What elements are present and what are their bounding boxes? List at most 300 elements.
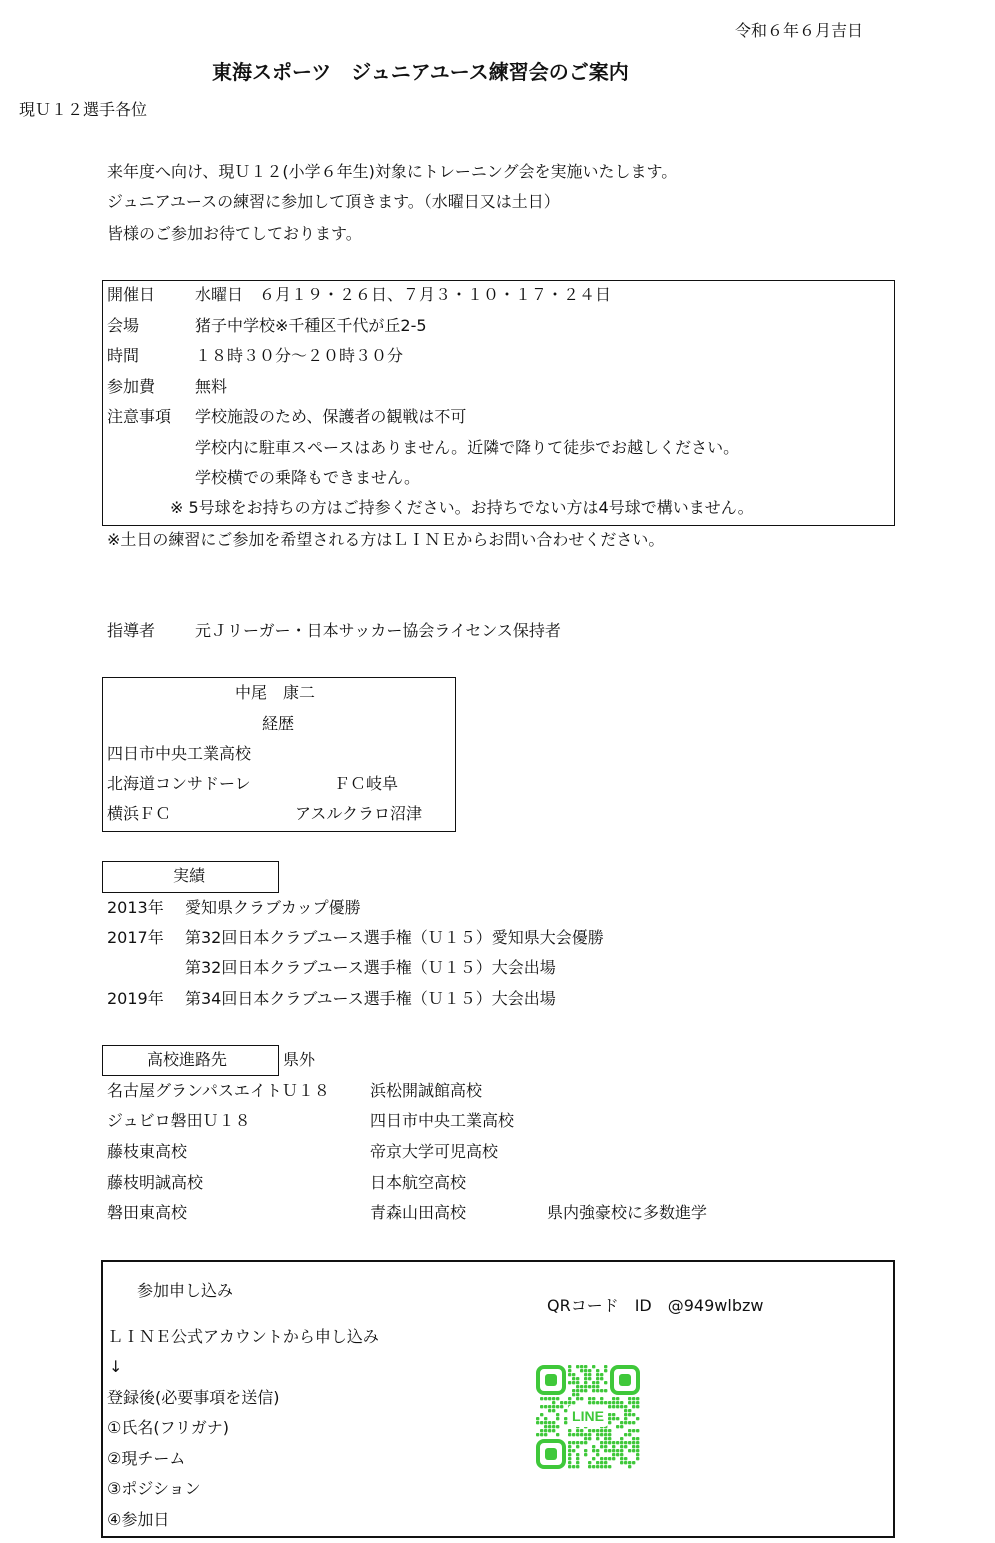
qr-module <box>580 1429 583 1432</box>
qr-module <box>584 1389 587 1392</box>
qr-module <box>596 1373 599 1376</box>
qr-module <box>572 1449 575 1452</box>
qr-module <box>612 1453 615 1456</box>
qr-module <box>568 1401 571 1404</box>
qr-module <box>632 1441 635 1444</box>
qr-module <box>624 1461 627 1464</box>
qr-module <box>612 1449 615 1452</box>
qr-module <box>636 1453 639 1456</box>
qr-module <box>624 1433 627 1436</box>
qr-module <box>632 1401 635 1404</box>
qr-module <box>604 1433 607 1436</box>
qr-module <box>588 1401 591 1404</box>
qr-module <box>596 1389 599 1392</box>
school-item: 青森山田高校 <box>370 1203 467 1222</box>
qr-module <box>604 1369 607 1372</box>
qr-module <box>608 1437 611 1440</box>
qr-module <box>624 1457 627 1460</box>
school-item: 日本航空高校 <box>370 1173 467 1192</box>
qr-module <box>600 1377 603 1380</box>
qr-module <box>600 1445 603 1448</box>
qr-module <box>596 1381 599 1384</box>
qr-module <box>604 1401 607 1404</box>
qr-module <box>552 1397 555 1400</box>
qr-module <box>584 1441 587 1444</box>
qr-module <box>540 1433 543 1436</box>
qr-module <box>588 1433 591 1436</box>
qr-module <box>620 1437 623 1440</box>
career-item: 横浜ＦＣ <box>107 804 172 823</box>
qr-module <box>556 1413 559 1416</box>
qr-module <box>548 1397 551 1400</box>
qr-module <box>548 1405 551 1408</box>
qr-module <box>596 1433 599 1436</box>
qr-module <box>588 1465 591 1468</box>
qr-module <box>580 1385 583 1388</box>
qr-module <box>552 1409 555 1412</box>
qr-module <box>620 1425 623 1428</box>
apply-line: 登録後(必要事項を送信) <box>107 1388 280 1407</box>
qr-module <box>572 1389 575 1392</box>
achievement-text: 第32回日本クラブユース選手権（Ｕ１５）愛知県大会優勝 <box>185 928 604 947</box>
qr-module <box>564 1409 567 1412</box>
apply-title: 参加申し込み <box>137 1281 234 1300</box>
qr-module <box>588 1437 591 1440</box>
issue-date: 令和６年６月吉日 <box>735 21 864 40</box>
qr-module <box>596 1369 599 1372</box>
qr-module <box>620 1441 623 1444</box>
qr-module <box>572 1433 575 1436</box>
fee-value: 無料 <box>195 377 228 396</box>
qr-module <box>544 1425 547 1428</box>
qr-module <box>572 1393 575 1396</box>
qr-module <box>588 1429 591 1432</box>
qr-module <box>576 1461 579 1464</box>
qr-module <box>588 1397 591 1400</box>
qr-module <box>548 1421 551 1424</box>
qr-module <box>592 1397 595 1400</box>
qr-module <box>572 1465 575 1468</box>
qr-module <box>568 1381 571 1384</box>
date-value: 水曜日 ６月１９・２６日、７月３・１０・１７・２４日 <box>195 285 612 304</box>
qr-module <box>588 1377 591 1380</box>
school-item: 磐田東高校 <box>107 1203 188 1222</box>
qr-module <box>576 1381 579 1384</box>
qr-module <box>608 1405 611 1408</box>
qr-module <box>624 1441 627 1444</box>
qr-module <box>560 1405 563 1408</box>
qr-module <box>604 1389 607 1392</box>
time-value: １８時３０分～２０時３０分 <box>195 346 404 365</box>
achievement-text: 愛知県クラブカップ優勝 <box>185 898 361 917</box>
qr-module <box>632 1461 635 1464</box>
qr-module <box>564 1417 567 1420</box>
qr-module <box>600 1441 603 1444</box>
qr-module <box>580 1389 583 1392</box>
qr-module <box>592 1449 595 1452</box>
qr-module <box>588 1385 591 1388</box>
qr-module <box>536 1417 539 1420</box>
qr-module <box>612 1401 615 1404</box>
qr-module <box>632 1397 635 1400</box>
qr-module <box>584 1385 587 1388</box>
qr-module <box>612 1405 615 1408</box>
qr-module <box>540 1405 543 1408</box>
qr-module <box>580 1397 583 1400</box>
qr-module <box>544 1429 547 1432</box>
qr-module <box>604 1465 607 1468</box>
notes-label: 注意事項 <box>107 407 172 426</box>
qr-module <box>552 1425 555 1428</box>
qr-label: QRコード ID @949wlbzw <box>547 1296 764 1315</box>
qr-module <box>588 1369 591 1372</box>
qr-module <box>580 1365 583 1368</box>
school-item: 藤枝東高校 <box>107 1142 188 1161</box>
qr-module <box>584 1453 587 1456</box>
qr-module <box>600 1389 603 1392</box>
qr-module <box>568 1449 571 1452</box>
qr-module <box>576 1441 579 1444</box>
qr-module <box>604 1445 607 1448</box>
qr-module <box>600 1373 603 1376</box>
qr-module <box>556 1417 559 1420</box>
qr-module <box>540 1413 543 1416</box>
qr-module <box>608 1429 611 1432</box>
qr-module <box>588 1461 591 1464</box>
fee-label: 参加費 <box>107 377 156 396</box>
qr-module <box>572 1377 575 1380</box>
intro-line: 来年度へ向け、現Ｕ１２(小学６年生)対象にトレーニング会を実施いたします。 <box>107 162 678 181</box>
qr-module <box>596 1401 599 1404</box>
career-item: アスルクラロ沼津 <box>295 804 423 823</box>
qr-module <box>608 1401 611 1404</box>
achievement-year: 2013年 <box>107 898 164 917</box>
note-line: 学校施設のため、保護者の観戦は不可 <box>195 407 467 426</box>
qr-module <box>600 1461 603 1464</box>
qr-module <box>632 1421 635 1424</box>
qr-module <box>576 1393 579 1396</box>
qr-module <box>544 1405 547 1408</box>
qr-module <box>568 1457 571 1460</box>
qr-module <box>544 1421 547 1424</box>
qr-module <box>604 1429 607 1432</box>
qr-module <box>556 1425 559 1428</box>
qr-module <box>592 1429 595 1432</box>
coach-name: 中尾 康二 <box>235 683 316 702</box>
qr-module <box>604 1457 607 1460</box>
qr-module <box>596 1437 599 1440</box>
school-item: ジュビロ磐田Ｕ１８ <box>107 1111 251 1130</box>
note-line: 学校横での乗降もできません。 <box>195 468 420 487</box>
qr-module <box>636 1417 639 1420</box>
qr-module <box>632 1445 635 1448</box>
apply-item: ④参加日 <box>107 1510 170 1529</box>
qr-module <box>584 1433 587 1436</box>
qr-module <box>572 1401 575 1404</box>
qr-module <box>624 1405 627 1408</box>
qr-module <box>576 1385 579 1388</box>
qr-module <box>568 1461 571 1464</box>
qr-module <box>576 1397 579 1400</box>
qr-module <box>592 1445 595 1448</box>
qr-module <box>544 1417 547 1420</box>
apply-item: ③ポジション <box>107 1479 201 1498</box>
qr-module <box>584 1449 587 1452</box>
line-qr-code-icon[interactable] <box>536 1365 640 1469</box>
qr-module <box>628 1461 631 1464</box>
qr-module <box>548 1409 551 1412</box>
qr-module <box>588 1373 591 1376</box>
qr-module <box>576 1453 579 1456</box>
qr-module <box>568 1373 571 1376</box>
qr-module <box>636 1397 639 1400</box>
school-item: 浜松開誠館高校 <box>370 1081 483 1100</box>
qr-module <box>604 1449 607 1452</box>
qr-module <box>616 1405 619 1408</box>
qr-module <box>564 1401 567 1404</box>
qr-module <box>620 1401 623 1404</box>
qr-module <box>612 1397 615 1400</box>
qr-module <box>616 1449 619 1452</box>
apply-item: ①氏名(フリガナ) <box>107 1418 230 1437</box>
school-item: 名古屋グランパスエイトＵ１８ <box>107 1081 330 1100</box>
career-item: ＦＣ岐阜 <box>334 774 399 793</box>
qr-module <box>552 1405 555 1408</box>
qr-module <box>600 1397 603 1400</box>
qr-module <box>632 1413 635 1416</box>
qr-module <box>576 1365 579 1368</box>
qr-module <box>560 1401 563 1404</box>
qr-module <box>620 1453 623 1456</box>
apply-item: ②現チーム <box>107 1449 186 1468</box>
coach-label: 指導者 <box>107 621 156 640</box>
qr-module <box>592 1389 595 1392</box>
qr-module <box>632 1449 635 1452</box>
qr-module <box>592 1365 595 1368</box>
qr-module <box>624 1417 627 1420</box>
qr-module <box>572 1373 575 1376</box>
qr-module <box>624 1413 627 1416</box>
achievement-year: 2017年 <box>107 928 164 947</box>
qr-module <box>628 1421 631 1424</box>
qr-module <box>552 1429 555 1432</box>
qr-module <box>568 1465 571 1468</box>
qr-module <box>576 1445 579 1448</box>
qr-module <box>608 1465 611 1468</box>
qr-module <box>596 1465 599 1468</box>
qr-module <box>628 1449 631 1452</box>
qr-module <box>628 1429 631 1432</box>
qr-module <box>608 1413 611 1416</box>
qr-module <box>568 1397 571 1400</box>
date-label: 開催日 <box>107 285 156 304</box>
qr-module <box>624 1421 627 1424</box>
qr-module <box>568 1369 571 1372</box>
qr-module <box>592 1401 595 1404</box>
qr-module <box>584 1369 587 1372</box>
qr-module <box>552 1421 555 1424</box>
qr-module <box>628 1397 631 1400</box>
time-label: 時間 <box>107 346 140 365</box>
qr-module <box>536 1433 539 1436</box>
qr-module <box>592 1465 595 1468</box>
qr-module <box>580 1369 583 1372</box>
note-line: 学校内に駐車スペースはありません。近隣で降りて徒歩でお越しください。 <box>195 438 740 457</box>
school-item: 藤枝明誠高校 <box>107 1173 204 1192</box>
qr-module <box>544 1433 547 1436</box>
qr-module <box>592 1457 595 1460</box>
qr-module <box>576 1457 579 1460</box>
qr-module <box>616 1397 619 1400</box>
qr-module <box>568 1433 571 1436</box>
qr-module <box>616 1401 619 1404</box>
intro-line: 皆様のご参加お待てしております。 <box>107 224 362 243</box>
qr-module <box>616 1425 619 1428</box>
qr-module <box>636 1401 639 1404</box>
qr-module <box>612 1417 615 1420</box>
venue-label: 会場 <box>107 316 140 335</box>
qr-module <box>608 1441 611 1444</box>
qr-module <box>536 1421 539 1424</box>
qr-module <box>580 1441 583 1444</box>
qr-module <box>624 1445 627 1448</box>
schools-note: 県内強豪校に多数進学 <box>547 1203 708 1222</box>
qr-module <box>628 1401 631 1404</box>
qr-module <box>612 1441 615 1444</box>
qr-module <box>604 1441 607 1444</box>
career-item: 四日市中央工業高校 <box>107 744 252 763</box>
qr-module <box>576 1377 579 1380</box>
qr-module <box>568 1453 571 1456</box>
qr-module <box>636 1449 639 1452</box>
qr-module <box>604 1461 607 1464</box>
qr-module <box>592 1385 595 1388</box>
qr-module <box>584 1365 587 1368</box>
qr-module <box>636 1437 639 1440</box>
coach-value: 元Ｊリーガー・日本サッカー協会ライセンス保持者 <box>195 621 561 640</box>
qr-line-text: LINE <box>572 1408 604 1424</box>
qr-module <box>596 1429 599 1432</box>
qr-module <box>620 1449 623 1452</box>
school-item: 帝京大学可児高校 <box>370 1142 499 1161</box>
qr-module <box>608 1433 611 1436</box>
qr-module <box>580 1433 583 1436</box>
qr-module <box>628 1413 631 1416</box>
qr-module <box>584 1381 587 1384</box>
qr-module <box>604 1365 607 1368</box>
qr-module <box>572 1381 575 1384</box>
qr-module <box>584 1373 587 1376</box>
addressee: 現Ｕ１２選手各位 <box>19 100 148 119</box>
qr-module <box>540 1421 543 1424</box>
qr-module <box>540 1397 543 1400</box>
down-arrow-icon: ↓ <box>109 1357 123 1376</box>
qr-module <box>556 1405 559 1408</box>
achievement-text: 第32回日本クラブユース選手権（Ｕ１５）大会出場 <box>185 958 556 977</box>
qr-module <box>548 1425 551 1428</box>
qr-module <box>620 1457 623 1460</box>
qr-module <box>556 1433 559 1436</box>
qr-module <box>584 1377 587 1380</box>
qr-module <box>568 1429 571 1432</box>
qr-module <box>608 1417 611 1420</box>
qr-module <box>620 1421 623 1424</box>
qr-module <box>620 1405 623 1408</box>
qr-module <box>612 1445 615 1448</box>
school-item: 四日市中央工業高校 <box>370 1111 515 1130</box>
qr-module <box>632 1429 635 1432</box>
venue-value: 猪子中学校※千種区千代が丘2-5 <box>195 316 427 335</box>
qr-module <box>552 1401 555 1404</box>
qr-module <box>592 1381 595 1384</box>
qr-module <box>600 1429 603 1432</box>
qr-module <box>632 1405 635 1408</box>
qr-module <box>604 1437 607 1440</box>
qr-module <box>564 1421 567 1424</box>
qr-module <box>568 1441 571 1444</box>
qr-module <box>608 1421 611 1424</box>
qr-module <box>572 1441 575 1444</box>
qr-module <box>616 1453 619 1456</box>
qr-module <box>628 1433 631 1436</box>
qr-module <box>628 1441 631 1444</box>
weekend-note: ※土日の練習にご参加を希望される方はＬＩＮＥからお問い合わせください。 <box>107 530 665 549</box>
qr-module <box>628 1409 631 1412</box>
qr-module <box>620 1445 623 1448</box>
qr-module <box>596 1385 599 1388</box>
qr-module <box>576 1465 579 1468</box>
qr-module <box>616 1441 619 1444</box>
qr-module <box>540 1429 543 1432</box>
qr-module <box>544 1397 547 1400</box>
qr-module <box>600 1465 603 1468</box>
qr-module <box>568 1445 571 1448</box>
ball-note: ※ 5号球をお持ちの方はご持参ください。お持ちでない方は4号球で構いません。 <box>170 498 754 517</box>
qr-module <box>636 1405 639 1408</box>
qr-module <box>596 1377 599 1380</box>
qr-module <box>636 1457 639 1460</box>
qr-module <box>612 1413 615 1416</box>
qr-module <box>632 1437 635 1440</box>
qr-module <box>548 1429 551 1432</box>
achievement-year: 2019年 <box>107 989 164 1008</box>
qr-module <box>568 1365 571 1368</box>
outside-label: 県外 <box>283 1050 316 1069</box>
page-title: 東海スポーツ ジュニアユース練習会のご案内 <box>212 60 629 84</box>
apply-line: ＬＩＮＥ公式アカウントから申し込み <box>107 1327 379 1346</box>
qr-module <box>620 1461 623 1464</box>
intro-line: ジュニアユースの練習に参加して頂きます。（水曜日又は土日） <box>107 192 560 211</box>
qr-module <box>576 1429 579 1432</box>
qr-module <box>612 1457 615 1460</box>
career-label: 経歴 <box>262 714 295 733</box>
qr-module <box>608 1457 611 1460</box>
qr-module <box>556 1397 559 1400</box>
qr-module <box>576 1389 579 1392</box>
qr-module <box>576 1433 579 1436</box>
schools-label: 高校進路先 <box>147 1050 228 1069</box>
qr-module <box>628 1465 631 1468</box>
qr-module <box>624 1409 627 1412</box>
qr-module <box>600 1457 603 1460</box>
achievement-text: 第34回日本クラブユース選手権（Ｕ１５）大会出場 <box>185 989 556 1008</box>
qr-module <box>636 1441 639 1444</box>
qr-module <box>604 1381 607 1384</box>
achievements-label: 実績 <box>173 866 206 885</box>
qr-module <box>596 1453 599 1456</box>
qr-module <box>608 1449 611 1452</box>
qr-module <box>584 1437 587 1440</box>
